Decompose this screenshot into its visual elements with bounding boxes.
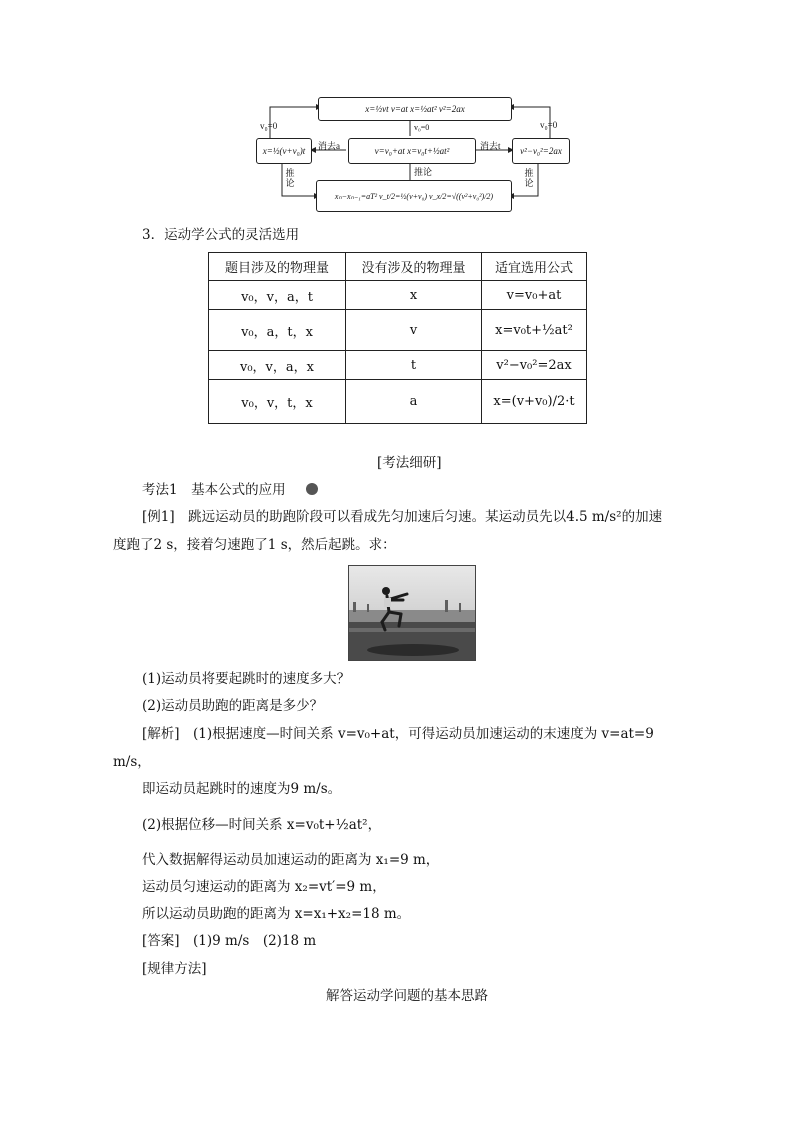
formula-diagram [250,92,570,216]
diagram-right-box: v²−v₀²=2ax [512,138,570,164]
answer-line: [答案] (1)9 m/s (2)18 m [142,933,317,949]
table-cell: x [346,281,482,310]
label-derive-right: 推论 [524,169,534,189]
label-elim-t: 消去t [480,141,501,151]
bullet-dot-icon [306,483,318,495]
analysis-line7: 所以运动员助跑的距离为 x=x₁+x₂=18 m。 [142,906,411,922]
table-cell: v₀，v，t，x [209,380,346,424]
question-2: (2)运动员助跑的距离是多少？ [142,698,324,714]
analysis-line3: 即运动员起跳时的速度为9 m/s。 [142,781,342,797]
rule-heading: [规律方法] [142,961,207,977]
table-cell: t [346,351,482,380]
table-cell: x=v₀t+½at² [482,310,587,351]
example-line1: [例1] 跳远运动员的助跑阶段可以看成先匀加速后匀速。某运动员先以4.5 m/s²的加速 [142,509,663,525]
analysis-line5: 代入数据解得运动员加速运动的距离为 x₁=9 m， [142,852,440,868]
diagram-top-box: x=½vt v=at x=½at² v²=2ax [318,97,512,121]
table-cell: v²−v₀²=2ax [482,351,587,380]
label-derive-left: 推论 [285,169,295,189]
table-cell: v₀，v，a，x [209,351,346,380]
table-cell: v [346,310,482,351]
diagram-center-box: v=v₀+at x=v₀t+½at² [348,138,476,164]
diagram-left-box: x=½(v+v₀)t [256,138,312,164]
table-row [209,310,587,351]
table-cell: v₀，v，a，t [209,281,346,310]
table-row [209,281,587,310]
table-row [209,380,587,424]
long-jump-photo [348,565,476,661]
question-1: (1)运动员将要起跳时的速度多大？ [142,671,351,687]
formula-table [208,252,587,424]
rule-title: 解答运动学问题的基本思路 [326,988,488,1004]
label-elim-a: 消去a [318,141,340,151]
long-jump-image [349,566,475,660]
example-line2: 度跑了2 s，接着匀速跑了1 s，然后起跳。求： [113,537,396,553]
label-v0-right: v₀=0 [540,120,558,130]
label-v0-center: v₀=0 [414,123,430,132]
method1-title: 考法1 基本公式的应用 [142,482,286,498]
table-cell: v=v₀+at [482,281,587,310]
table-header-cell: 题目涉及的物理量 [209,253,346,281]
table-header-cell: 没有涉及的物理量 [346,253,482,281]
section3-title: 3．运动学公式的灵活选用 [142,227,300,243]
table-cell: v₀，a，t，x [209,310,346,351]
analysis-line4: (2)根据位移—时间关系 x=v₀t+½at²， [142,817,382,833]
analysis-line1: [解析] (1)根据速度—时间关系 v=v₀+at，可得运动员加速运动的末速度为 v=at=9 [142,726,654,742]
table-header-row [209,253,587,281]
table-cell: a [346,380,482,424]
analysis-line6: 运动员匀速运动的距离为 x₂=vt′=9 m， [142,879,386,895]
diagram-bottom-box: xₙ−xₙ₋₁=aT² v_t/2=½(v+v₀) v_x/2=√((v²+v₀²)/2) [316,180,512,212]
label-derive-center: 推论 [414,167,433,177]
label-v0-left: v₀=0 [260,121,278,131]
bracket-heading: [考法细研] [377,455,442,471]
table-cell: x=(v+v₀)/2·t [482,380,587,424]
table-header-cell: 适宜选用公式 [482,253,587,281]
table-row [209,351,587,380]
analysis-line2: m/s， [113,754,151,770]
